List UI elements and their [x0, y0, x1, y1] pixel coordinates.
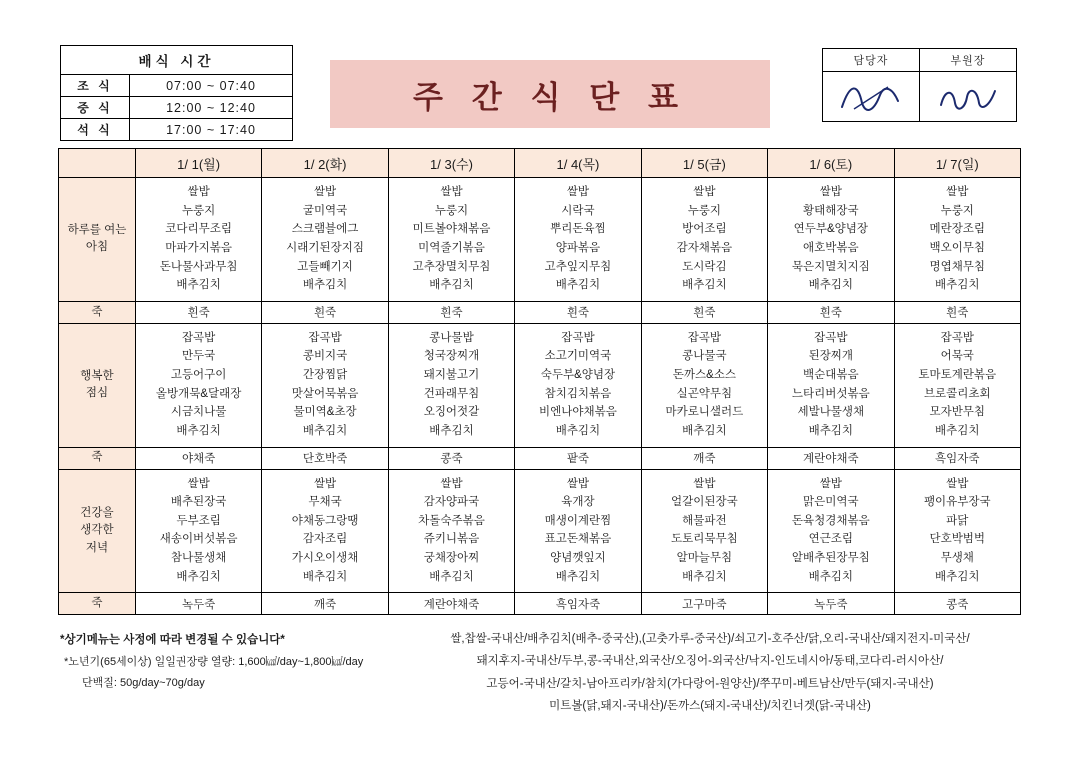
menu-item-list	[515, 470, 640, 593]
menu-meal-cell	[641, 469, 767, 593]
table-row	[61, 97, 293, 119]
menu-item: 콩나물밥	[429, 331, 474, 344]
menu-item: 건파래무침	[423, 387, 480, 400]
menu-item: 쌀밥	[440, 477, 463, 490]
menu-section-label-line: 아침	[85, 241, 109, 254]
menu-porridge-cell: 계란야채죽	[388, 593, 514, 615]
menu-item: 마파가지볶음	[165, 241, 232, 254]
menu-item: 쌀밥	[819, 477, 842, 490]
menu-porridge-cell: 흰죽	[388, 301, 514, 323]
menu-porridge-row	[59, 447, 1021, 469]
menu-item: 잡곡밥	[814, 331, 848, 344]
menu-item: 배추김치	[935, 570, 980, 583]
menu-item: 코다리무조림	[165, 223, 232, 236]
menu-item: 느타리버섯볶음	[791, 387, 870, 400]
menu-item: 배추김치	[808, 424, 854, 437]
menu-item: 궁채장아찌	[423, 552, 480, 564]
menu-meal-cell	[641, 323, 767, 447]
menu-meal-cell	[768, 469, 894, 593]
menu-item-list	[136, 470, 261, 593]
menu-item: 돈나물사과무침	[159, 260, 238, 273]
menu-meal-cell	[135, 178, 261, 302]
menu-item: 참나물생채	[170, 552, 227, 564]
menu-item: 배추김치	[302, 424, 348, 437]
menu-porridge-cell: 콩죽	[894, 593, 1020, 615]
menu-item: 배추김치	[555, 570, 601, 583]
menu-meal-cell	[894, 323, 1020, 447]
menu-item: 고들빼기지	[297, 260, 353, 273]
menu-item: 누룽지	[687, 204, 722, 217]
menu-item: 고등어구이	[170, 369, 227, 381]
menu-item: 잡곡밥	[687, 331, 722, 344]
menu-item: 쌀밥	[313, 477, 337, 490]
menu-meal-cell	[388, 469, 514, 593]
origin-line-1: 쌀,찹쌀-국내산/배추김치(배추-중국산),(고춧가루-중국산)/쇠고기-호주산/닭,오리-국내산/돼지전지-미국산/	[450, 633, 970, 645]
menu-item: 새송이버섯볶음	[159, 533, 238, 546]
menu-meal-cell	[515, 469, 641, 593]
menu-porridge-cell: 깨죽	[641, 447, 767, 469]
menu-item: 잡곡밥	[181, 331, 216, 344]
menu-item: 육개장	[561, 496, 595, 509]
menu-item: 모자반무침	[929, 406, 986, 419]
menu-porridge-cell: 흑임자죽	[894, 447, 1020, 469]
menu-section-label-line: 점심	[85, 387, 109, 400]
menu-item: 누룽지	[434, 204, 469, 217]
menu-item: 돈까스&소스	[672, 369, 736, 381]
menu-item: 차돌숙주볶음	[418, 514, 485, 527]
menu-item: 파닭	[946, 514, 969, 527]
menu-item: 배추김치	[176, 424, 221, 437]
menu-day-header: 1/ 1(월)	[135, 149, 261, 178]
meal-time-dinner: 17:00 ~ 17:40	[130, 119, 293, 141]
menu-item: 물미역&초장	[293, 406, 357, 419]
menu-section-label	[59, 323, 136, 447]
menu-porridge-cell: 흰죽	[768, 301, 894, 323]
table-row	[61, 119, 293, 141]
menu-day-header: 1/ 3(수)	[388, 149, 514, 178]
menu-corner-cell	[59, 149, 136, 178]
menu-item-list	[389, 470, 514, 593]
page-title-text: 주 간 식 단 표	[413, 79, 687, 116]
menu-porridge-cell: 흑임자죽	[515, 593, 641, 615]
menu-porridge-cell: 녹두죽	[768, 593, 894, 615]
menu-porridge-row	[59, 301, 1021, 323]
menu-item: 배추김치	[808, 279, 854, 292]
menu-item: 돈육청경채볶음	[791, 514, 870, 527]
menu-item: 도시락김	[682, 260, 727, 273]
menu-item: 얼갈이된장국	[671, 496, 738, 509]
menu-item: 콩나물국	[682, 350, 727, 363]
menu-section-label-line: 저녁	[85, 541, 109, 554]
menu-item-list	[136, 324, 261, 447]
menu-meal-row	[59, 178, 1021, 302]
menu-meal-cell	[515, 178, 641, 302]
menu-item: 명엽채무침	[929, 260, 986, 273]
menu-item: 배추김치	[935, 279, 980, 292]
menu-item: 쌀밥	[693, 186, 716, 198]
menu-porridge-cell: 흰죽	[515, 301, 641, 323]
approval-box	[822, 48, 1017, 122]
menu-item: 매생이계란찜	[544, 514, 612, 527]
menu-porridge-cell: 계란야채죽	[768, 447, 894, 469]
menu-item: 잡곡밥	[940, 331, 974, 344]
menu-item: 배추김치	[302, 279, 348, 292]
menu-item: 쌀밥	[440, 186, 463, 198]
menu-porridge-cell: 야채죽	[135, 447, 261, 469]
menu-item: 가시오이생채	[291, 552, 359, 564]
menu-item: 알배추된장무침	[791, 552, 870, 564]
menu-item: 쌀밥	[946, 186, 969, 198]
menu-item: 쌀밥	[693, 477, 716, 490]
menu-item-list	[895, 178, 1020, 301]
menu-meal-cell	[262, 323, 388, 447]
menu-porridge-cell: 녹두죽	[135, 593, 261, 615]
menu-section-label: 죽	[59, 301, 136, 323]
menu-item-list	[642, 178, 767, 301]
approval-caption-deputy: 부원장	[920, 49, 1016, 72]
menu-porridge-cell: 팥죽	[515, 447, 641, 469]
menu-item: 비엔나야채볶음	[539, 406, 617, 419]
menu-item-list	[768, 178, 893, 301]
menu-item: 백순대볶음	[803, 369, 859, 381]
menu-section-label	[59, 178, 136, 302]
menu-item: 메란장조림	[929, 223, 986, 236]
signature-mark-icon	[836, 77, 906, 117]
menu-item: 실곤약무침	[676, 387, 733, 400]
footnote-change-notice: *상기메뉴는 사정에 따라 변경될 수 있습니다*	[60, 634, 285, 646]
menu-item: 팽이유부장국	[923, 496, 991, 509]
menu-meal-cell	[894, 469, 1020, 593]
menu-item-list	[768, 324, 893, 447]
menu-item: 토마토계란볶음	[918, 369, 997, 381]
signature-mark-icon	[933, 77, 1003, 117]
menu-item: 뿌리돈육찜	[550, 223, 606, 236]
menu-item-list	[389, 324, 514, 447]
menu-item: 배추김치	[176, 279, 221, 292]
approval-caption-manager: 담당자	[823, 49, 919, 72]
serving-time-table	[60, 45, 293, 141]
menu-section-label-line: 건강을	[80, 507, 114, 519]
menu-grid	[58, 148, 1021, 615]
menu-item-list	[136, 178, 261, 301]
menu-section-label: 죽	[59, 593, 136, 615]
menu-item: 애호박볶음	[803, 241, 859, 254]
document-header	[0, 40, 1079, 140]
table-row	[61, 75, 293, 97]
menu-item: 감자양파국	[423, 496, 480, 509]
approval-cell-manager	[823, 49, 919, 121]
menu-item: 해물파전	[682, 514, 727, 527]
menu-item: 쌀밥	[566, 186, 590, 198]
menu-item: 쌀밥	[187, 477, 210, 490]
page-title	[330, 60, 770, 128]
menu-meal-row	[59, 323, 1021, 447]
menu-item: 오징어젓갈	[423, 406, 480, 419]
menu-day-header: 1/ 4(목)	[515, 149, 641, 178]
menu-item-list	[389, 178, 514, 301]
menu-item: 백오이무침	[929, 241, 986, 254]
menu-item: 배추김치	[176, 570, 221, 583]
menu-item-list	[262, 470, 387, 593]
menu-item-list	[642, 324, 767, 447]
menu-meal-cell	[768, 178, 894, 302]
menu-item: 양념깻잎지	[550, 552, 606, 564]
menu-porridge-cell: 고구마죽	[641, 593, 767, 615]
menu-item-list	[768, 470, 893, 593]
menu-item: 콩비지국	[302, 350, 348, 363]
meal-time-breakfast: 07:00 ~ 07:40	[130, 75, 293, 97]
menu-item: 배추된장국	[170, 496, 227, 509]
menu-item-list	[515, 178, 640, 301]
menu-item: 참치김치볶음	[544, 387, 612, 400]
menu-item: 황태해장국	[803, 204, 859, 217]
menu-item-list	[895, 324, 1020, 447]
footnotes	[60, 630, 400, 694]
menu-day-header: 1/ 2(화)	[262, 149, 388, 178]
menu-item: 배추김치	[682, 279, 727, 292]
menu-item: 배추김치	[555, 424, 601, 437]
meal-time-lunch: 12:00 ~ 12:40	[130, 97, 293, 119]
menu-day-header: 1/ 6(토)	[768, 149, 894, 178]
menu-section-label-line: 하루를 여는	[67, 224, 127, 237]
menu-item: 브로콜리초회	[923, 387, 991, 400]
serving-time-title: 배식 시간	[61, 46, 293, 75]
menu-item: 시금치나물	[170, 406, 227, 419]
menu-item: 시락국	[561, 204, 595, 217]
meal-name-lunch: 중 식	[61, 97, 130, 119]
menu-item-list	[642, 470, 767, 593]
menu-item: 쌀밥	[187, 186, 210, 198]
menu-meal-row	[59, 469, 1021, 593]
menu-item: 쥬키니볶음	[423, 533, 480, 546]
menu-section-label-line: 행복한	[80, 369, 114, 382]
menu-item: 청국장찌개	[423, 350, 480, 363]
menu-item: 쌀밥	[313, 186, 337, 198]
footnote-calorie: *노년기(65세이상) 일일권장량 열량: 1,600㎉/day~1,800㎉/day	[64, 655, 364, 668]
menu-section-label: 죽	[59, 447, 136, 469]
weekly-menu-table	[58, 148, 1021, 615]
menu-item: 양파볶음	[555, 241, 601, 254]
menu-item: 시래기된장지짐	[286, 241, 364, 254]
signature-manager	[823, 72, 919, 121]
menu-meal-cell	[641, 178, 767, 302]
menu-day-header: 1/ 7(일)	[894, 149, 1020, 178]
menu-item: 맑은미역국	[803, 496, 859, 509]
menu-meal-cell	[388, 178, 514, 302]
menu-item: 고추장멸치무침	[412, 260, 491, 273]
menu-item-list	[262, 324, 387, 447]
footnote-protein: 단백질: 50g/day~70g/day	[82, 676, 205, 689]
menu-item: 방어조림	[682, 223, 727, 236]
menu-item: 야채동그랑땡	[291, 514, 359, 527]
origin-line-4: 미트볼(닭,돼지-국내산)/돈까스(돼지-국내산)/치킨너겟(닭-국내산)	[549, 700, 871, 713]
menu-item: 된장찌개	[808, 350, 854, 363]
menu-item: 배추김치	[429, 424, 474, 437]
menu-header-row	[59, 149, 1021, 178]
menu-item: 쌀밥	[946, 477, 969, 490]
menu-porridge-cell: 흰죽	[262, 301, 388, 323]
menu-item: 감자채볶음	[676, 241, 733, 254]
menu-item: 배추김치	[302, 570, 348, 583]
menu-meal-cell	[262, 178, 388, 302]
menu-item-list	[262, 178, 387, 301]
menu-porridge-cell: 흰죽	[894, 301, 1020, 323]
menu-item: 배추김치	[429, 279, 474, 292]
menu-item: 고추잎지무침	[544, 260, 612, 273]
menu-item: 마카로니샐러드	[665, 406, 744, 419]
menu-item: 배추김치	[682, 424, 727, 437]
menu-item: 감자조림	[302, 533, 348, 546]
menu-item: 무생채	[940, 552, 974, 564]
menu-item: 단호박범벅	[929, 533, 986, 546]
origin-line-3: 고등어-국내산/갈치-남아프리카/참치(가다랑어-원양산)/쭈꾸미-베트남산/만두(돼지-국내산)	[486, 677, 934, 690]
menu-meal-cell	[515, 323, 641, 447]
menu-item: 스크램블에그	[291, 223, 359, 236]
menu-item: 연두부&양념장	[793, 223, 868, 236]
menu-item-list	[515, 324, 640, 447]
signature-deputy	[920, 72, 1016, 121]
menu-item: 어묵국	[940, 350, 974, 363]
menu-item: 미트볼야채볶음	[412, 223, 491, 236]
menu-meal-cell	[135, 469, 261, 593]
serving-time-title-row	[61, 46, 293, 75]
origin-line-2: 돼지후지-국내산/두부,콩-국내산,외국산/오징어-외국산/낙지-인도네시아/동태,코다리-러시아산/	[476, 655, 944, 668]
menu-item: 올방개묵&달래장	[155, 387, 242, 400]
menu-item: 쌀밥	[566, 477, 590, 490]
menu-meal-cell	[262, 469, 388, 593]
menu-section-label	[59, 469, 136, 593]
menu-item: 잡곡밥	[561, 331, 595, 344]
menu-item: 만두국	[181, 350, 216, 363]
menu-item: 두부조림	[176, 514, 221, 527]
menu-porridge-cell: 깨죽	[262, 593, 388, 615]
meal-name-dinner: 석 식	[61, 119, 130, 141]
menu-item: 간장찜닭	[302, 369, 348, 381]
menu-day-header: 1/ 5(금)	[641, 149, 767, 178]
menu-item: 쌀밥	[819, 186, 842, 198]
menu-item-list	[895, 470, 1020, 593]
menu-item: 배추김치	[935, 424, 980, 437]
menu-section-label-line: 생각한	[80, 524, 114, 537]
menu-item: 배추김치	[682, 570, 727, 583]
menu-item: 알마늘무침	[676, 552, 733, 564]
menu-item: 누룽지	[181, 204, 216, 217]
menu-item: 맛살어묵볶음	[291, 387, 359, 400]
menu-porridge-cell: 단호박죽	[262, 447, 388, 469]
menu-item: 무채국	[308, 496, 342, 509]
menu-meal-cell	[388, 323, 514, 447]
menu-item: 표고돈채볶음	[544, 533, 612, 546]
menu-porridge-cell: 흰죽	[135, 301, 261, 323]
menu-item: 도토리묵무침	[671, 533, 738, 546]
menu-item: 누룽지	[940, 204, 974, 217]
menu-item: 배추김치	[555, 279, 601, 292]
menu-item: 숙두부&양념장	[540, 369, 616, 381]
menu-meal-cell	[135, 323, 261, 447]
menu-item: 세발나물생채	[797, 406, 865, 419]
menu-item: 잡곡밥	[308, 331, 342, 344]
menu-porridge-row	[59, 593, 1021, 615]
menu-item: 배추김치	[429, 570, 474, 583]
menu-item: 연근조림	[808, 533, 854, 546]
menu-meal-cell	[768, 323, 894, 447]
approval-cell-deputy	[919, 49, 1016, 121]
menu-item: 돼지불고기	[423, 369, 480, 381]
meal-name-breakfast: 조 식	[61, 75, 130, 97]
menu-meal-cell	[894, 178, 1020, 302]
menu-item: 미역줄기볶음	[418, 241, 485, 254]
origin-notice	[400, 628, 1020, 718]
menu-item: 굴미역국	[302, 204, 348, 217]
menu-porridge-cell: 콩죽	[388, 447, 514, 469]
menu-porridge-cell: 흰죽	[641, 301, 767, 323]
menu-item: 묵은지멸치지짐	[791, 260, 870, 273]
menu-item: 소고기미역국	[544, 350, 612, 363]
menu-item: 배추김치	[808, 570, 854, 583]
